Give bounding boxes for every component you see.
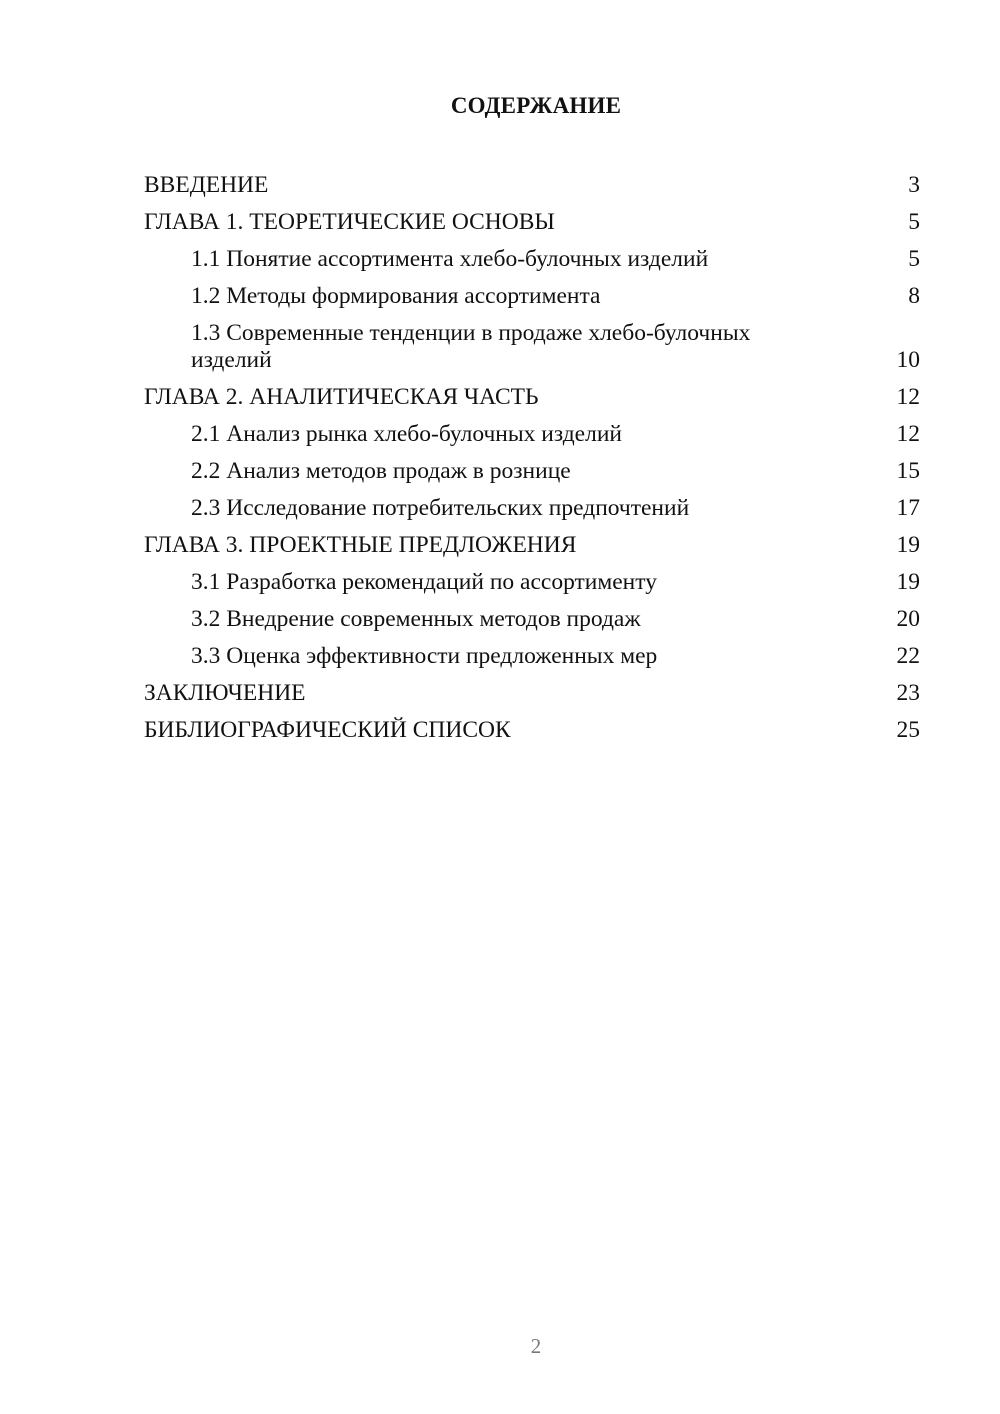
toc-entry-text: ЗАКЛЮЧЕНИЕ xyxy=(144,680,306,706)
toc-entry-bibliography[interactable] xyxy=(144,712,920,749)
toc-entry-text: 1.1 Понятие ассортимента хлебо-булочных изделий xyxy=(191,246,709,272)
toc-entry-page: 20 xyxy=(896,606,920,632)
toc-entry-page: 25 xyxy=(896,717,920,743)
toc-entry-text: 2.2 Анализ методов продаж в рознице xyxy=(191,458,571,484)
page-number: 2 xyxy=(530,1334,542,1358)
toc-entry-page: 22 xyxy=(896,643,920,669)
toc-entry-text: 1.3 Современные тенденции в продаже хлебо-булочных изделий xyxy=(191,320,751,373)
toc-entry-text: ГЛАВА 2. АНАЛИТИЧЕСКАЯ ЧАСТЬ xyxy=(144,384,539,410)
toc-entry-text: 3.3 Оценка эффективности предложенных мер xyxy=(191,643,658,669)
toc-entry-introduction[interactable] xyxy=(144,167,920,204)
toc-entry-section-1-2[interactable] xyxy=(144,278,920,315)
toc-entry-conclusion[interactable] xyxy=(144,675,920,712)
toc-entry-text: 1.2 Методы формирования ассортимента xyxy=(191,283,601,309)
toc-entry-page: 8 xyxy=(908,283,920,309)
toc-entry-chapter-3[interactable] xyxy=(144,527,920,564)
toc-entry-section-1-1[interactable] xyxy=(144,241,920,278)
toc-entry-section-2-2[interactable] xyxy=(144,453,920,490)
toc-entry-section-3-3[interactable] xyxy=(144,638,920,675)
toc-entry-chapter-2[interactable] xyxy=(144,379,920,416)
toc-entry-page: 10 xyxy=(896,347,920,373)
toc-entry-section-2-1[interactable] xyxy=(144,416,920,453)
toc-entry-text: ВВЕДЕНИЕ xyxy=(144,172,269,198)
toc-entry-section-2-3[interactable] xyxy=(144,490,920,527)
table-of-contents xyxy=(144,167,920,749)
toc-entry-section-3-1[interactable] xyxy=(144,564,920,601)
toc-entry-text: 2.3 Исследование потребительских предпочтений xyxy=(191,495,690,521)
toc-entry-page: 19 xyxy=(896,569,920,595)
toc-entry-page: 23 xyxy=(896,680,920,706)
toc-entry-chapter-1[interactable] xyxy=(144,204,920,241)
toc-entry-page: 5 xyxy=(908,246,920,272)
toc-entry-page: 12 xyxy=(896,384,920,410)
toc-entry-section-3-2[interactable] xyxy=(144,601,920,638)
toc-entry-page: 15 xyxy=(896,458,920,484)
toc-entry-text: 3.2 Внедрение современных методов продаж xyxy=(191,606,641,632)
toc-entry-text: ГЛАВА 3. ПРОЕКТНЫЕ ПРЕДЛОЖЕНИЯ xyxy=(144,532,577,558)
toc-entry-page: 19 xyxy=(896,532,920,558)
toc-entry-page: 3 xyxy=(908,172,920,198)
page-title: СОДЕРЖАНИЕ xyxy=(450,93,622,118)
toc-entry-page: 17 xyxy=(896,495,920,521)
toc-entry-page: 12 xyxy=(896,421,920,447)
toc-entry-text: 3.1 Разработка рекомендаций по ассортименту xyxy=(191,569,657,595)
toc-entry-text: 2.1 Анализ рынка хлебо-булочных изделий xyxy=(191,421,622,447)
toc-entry-text: БИБЛИОГРАФИЧЕСКИЙ СПИСОК xyxy=(144,717,511,743)
toc-entry-page: 5 xyxy=(908,209,920,235)
toc-entry-text: ГЛАВА 1. ТЕОРЕТИЧЕСКИЕ ОСНОВЫ xyxy=(144,209,555,235)
toc-entry-section-1-3[interactable] xyxy=(144,315,920,379)
